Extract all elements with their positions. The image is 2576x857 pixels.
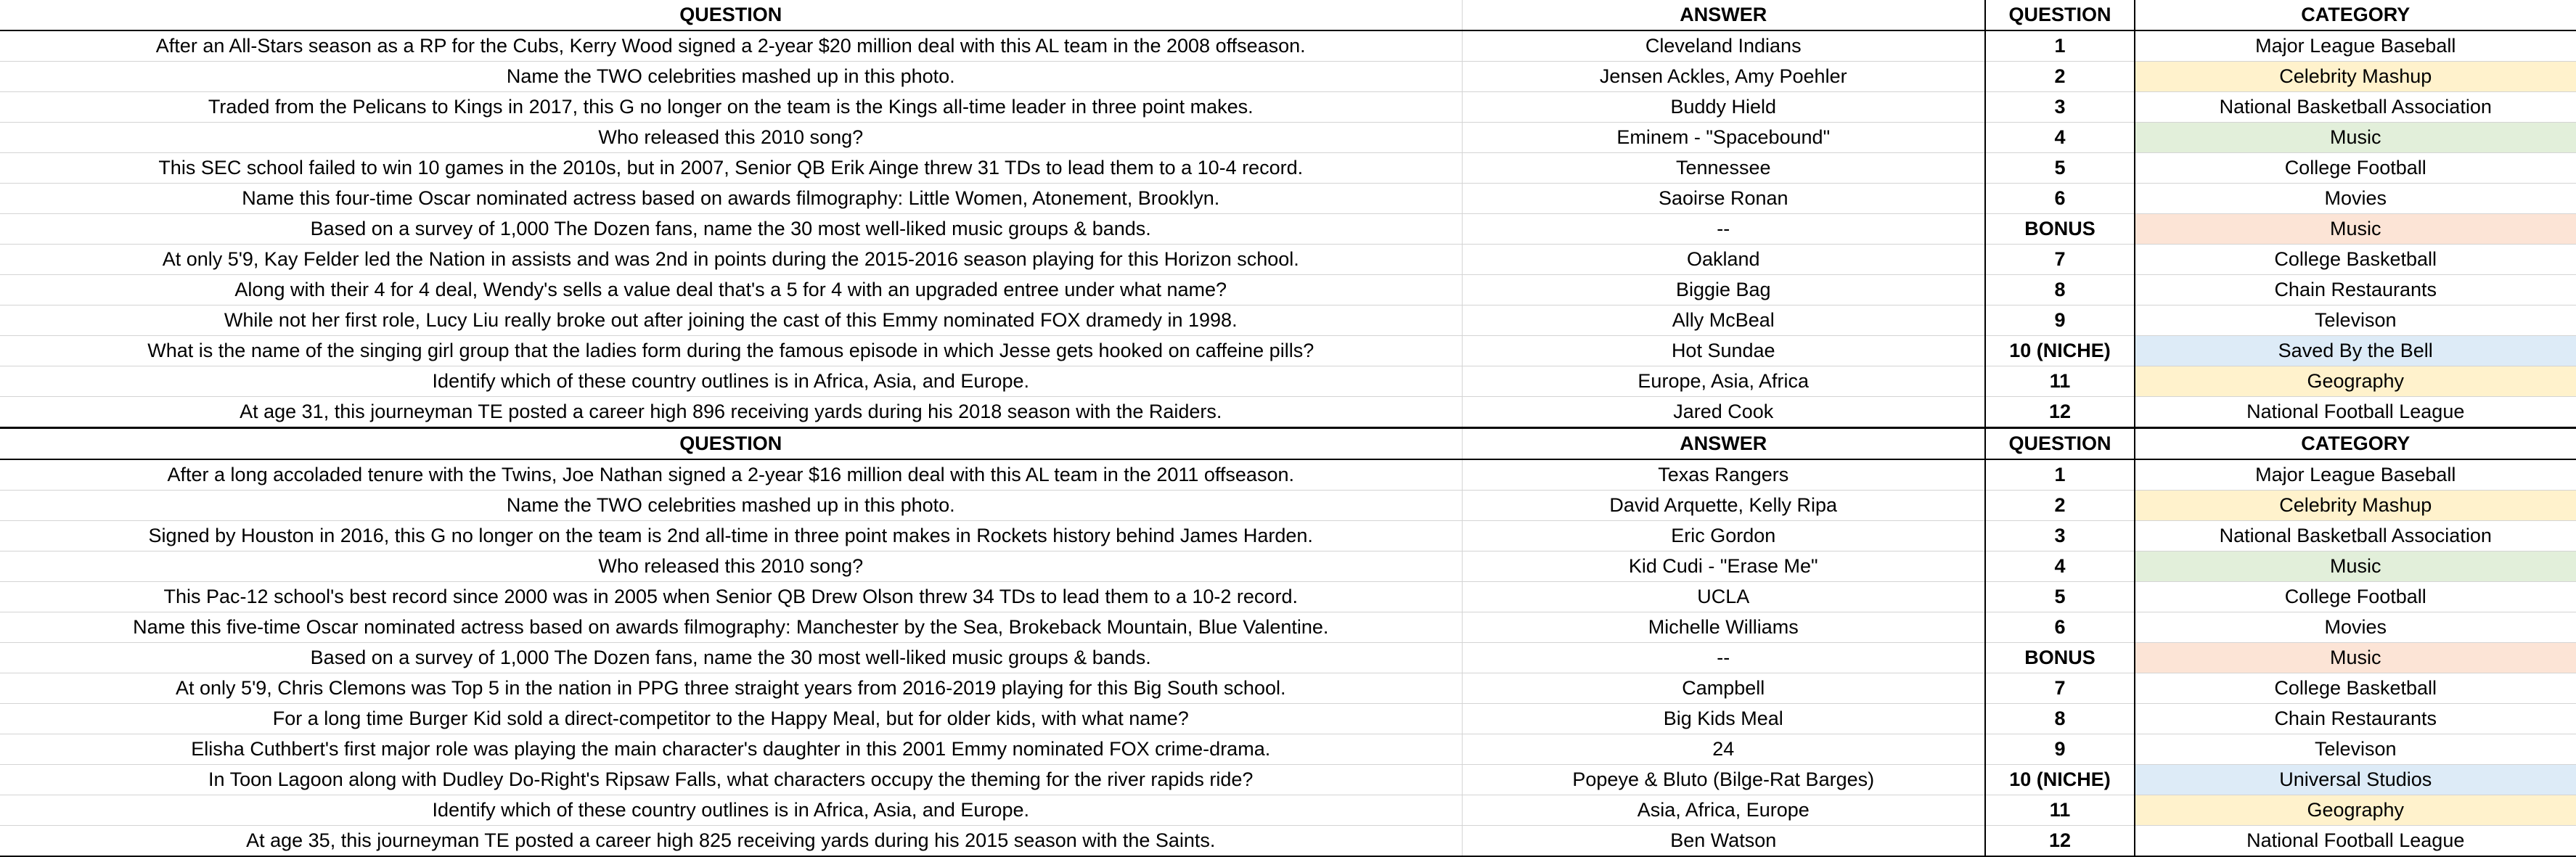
category-cell[interactable]: Chain Restaurants <box>2135 275 2576 306</box>
answer-cell[interactable]: Buddy Hield <box>1462 92 1985 123</box>
question-cell[interactable]: Name the TWO celebrities mashed up in this photo. <box>0 62 1462 92</box>
question-cell[interactable]: This Pac-12 school's best record since 2000 was in 2005 when Senior QB Drew Olson threw 34 TDs to lead them to a 10-2 record. <box>0 582 1462 612</box>
question-cell[interactable]: At only 5'9, Chris Clemons was Top 5 in the nation in PPG three straight years from 2016-2019 playing for this Big South school. <box>0 673 1462 704</box>
question-cell[interactable]: While not her first role, Lucy Liu really broke out after joining the cast of this Emmy nominated FOX dramedy in 1998. <box>0 306 1462 336</box>
question-cell[interactable]: Based on a survey of 1,000 The Dozen fans, name the 30 most well-liked music groups & bands. <box>0 214 1462 245</box>
table-row <box>0 366 2576 397</box>
category-cell[interactable]: Major League Baseball <box>2135 459 2576 491</box>
category-cell[interactable]: National Basketball Association <box>2135 92 2576 123</box>
question-cell[interactable]: At age 31, this journeyman TE posted a career high 896 receiving yards during his 2018 season with the Raiders. <box>0 397 1462 428</box>
table-row <box>0 704 2576 734</box>
answer-cell[interactable]: -- <box>1462 214 1985 245</box>
question-cell[interactable]: In Toon Lagoon along with Dudley Do-Right's Ripsaw Falls, what characters occupy the theming for the river rapids ride? <box>0 765 1462 795</box>
answer-cell[interactable]: Jared Cook <box>1462 397 1985 428</box>
answer-cell[interactable]: Michelle Williams <box>1462 612 1985 643</box>
category-cell[interactable]: College Basketball <box>2135 245 2576 275</box>
number-cell[interactable]: 11 <box>1985 795 2135 826</box>
table-row <box>0 123 2576 153</box>
category-cell[interactable]: Movies <box>2135 184 2576 214</box>
number-cell[interactable]: 8 <box>1985 704 2135 734</box>
number-cell[interactable]: 4 <box>1985 551 2135 582</box>
answer-cell[interactable]: Ben Watson <box>1462 826 1985 857</box>
category-cell[interactable]: Music <box>2135 551 2576 582</box>
table-row <box>0 62 2576 92</box>
number-cell[interactable]: 4 <box>1985 123 2135 153</box>
table-row <box>0 612 2576 643</box>
number-cell[interactable]: 3 <box>1985 521 2135 551</box>
number-cell[interactable]: 1 <box>1985 30 2135 62</box>
column-header-number[interactable]: QUESTION <box>1985 428 2135 460</box>
category-cell[interactable]: Televison <box>2135 734 2576 765</box>
question-cell[interactable]: Elisha Cuthbert's first major role was playing the main character's daughter in this 2001 Emmy nominated FOX crime-drama. <box>0 734 1462 765</box>
category-cell[interactable]: Chain Restaurants <box>2135 704 2576 734</box>
question-cell[interactable]: After an All-Stars season as a RP for the Cubs, Kerry Wood signed a 2-year $20 million deal with this AL team in the 2008 offseason. <box>0 30 1462 62</box>
category-cell[interactable]: Music <box>2135 214 2576 245</box>
category-cell[interactable]: College Football <box>2135 582 2576 612</box>
answer-cell[interactable]: Europe, Asia, Africa <box>1462 366 1985 397</box>
question-cell[interactable]: Signed by Houston in 2016, this G no longer on the team is 2nd all-time in three point makes in Rockets history behind James Harden. <box>0 521 1462 551</box>
question-cell[interactable]: Based on a survey of 1,000 The Dozen fans, name the 30 most well-liked music groups & bands. <box>0 643 1462 673</box>
table-row <box>0 275 2576 306</box>
question-cell[interactable]: At age 35, this journeyman TE posted a career high 825 receiving yards during his 2015 season with the Saints. <box>0 826 1462 857</box>
column-header-answer[interactable]: ANSWER <box>1462 428 1985 460</box>
number-cell[interactable]: 5 <box>1985 582 2135 612</box>
number-cell[interactable]: 7 <box>1985 673 2135 704</box>
answer-cell[interactable]: Hot Sundae <box>1462 336 1985 366</box>
column-header-question[interactable]: QUESTION <box>0 0 1462 30</box>
question-cell[interactable]: At only 5'9, Kay Felder led the Nation in assists and was 2nd in points during the 2015-2016 season playing for this Horizon school. <box>0 245 1462 275</box>
answer-cell[interactable]: Popeye & Bluto (Bilge-Rat Barges) <box>1462 765 1985 795</box>
question-cell[interactable]: This SEC school failed to win 10 games in the 2010s, but in 2007, Senior QB Erik Ainge threw 31 TDs to lead them to a 10-4 record. <box>0 153 1462 184</box>
question-cell[interactable]: What is the name of the singing girl group that the ladies form during the famous episode in which Jesse gets hooked on caffeine pills? <box>0 336 1462 366</box>
answer-cell[interactable]: Campbell <box>1462 673 1985 704</box>
number-cell[interactable]: 3 <box>1985 92 2135 123</box>
category-cell[interactable]: Universal Studios <box>2135 765 2576 795</box>
answer-cell[interactable]: David Arquette, Kelly Ripa <box>1462 491 1985 521</box>
category-cell[interactable]: Music <box>2135 643 2576 673</box>
header-row <box>0 428 2576 460</box>
number-cell[interactable]: 10 (NICHE) <box>1985 765 2135 795</box>
question-cell[interactable]: Identify which of these country outlines is in Africa, Asia, and Europe. <box>0 366 1462 397</box>
number-cell[interactable]: 6 <box>1985 184 2135 214</box>
question-cell[interactable]: Along with their 4 for 4 deal, Wendy's sells a value deal that's a 5 for 4 with an upgraded entree under what name? <box>0 275 1462 306</box>
table-row <box>0 153 2576 184</box>
table-row <box>0 92 2576 123</box>
category-cell[interactable]: Music <box>2135 123 2576 153</box>
number-cell[interactable]: 11 <box>1985 366 2135 397</box>
category-cell[interactable]: National Football League <box>2135 826 2576 857</box>
number-cell[interactable]: 12 <box>1985 397 2135 428</box>
answer-cell[interactable]: Biggie Bag <box>1462 275 1985 306</box>
table-row <box>0 245 2576 275</box>
number-cell[interactable]: 8 <box>1985 275 2135 306</box>
answer-cell[interactable]: UCLA <box>1462 582 1985 612</box>
column-header-answer[interactable]: ANSWER <box>1462 0 1985 30</box>
table-row <box>0 551 2576 582</box>
table-row <box>0 30 2576 62</box>
answer-cell[interactable]: 24 <box>1462 734 1985 765</box>
answer-cell[interactable]: Cleveland Indians <box>1462 30 1985 62</box>
number-cell[interactable]: 10 (NICHE) <box>1985 336 2135 366</box>
category-cell[interactable]: College Football <box>2135 153 2576 184</box>
number-cell[interactable]: 6 <box>1985 612 2135 643</box>
number-cell[interactable]: 2 <box>1985 62 2135 92</box>
question-cell[interactable]: Name this four-time Oscar nominated actress based on awards filmography: Little Women, Atonement, Brooklyn. <box>0 184 1462 214</box>
table-row <box>0 306 2576 336</box>
category-cell[interactable]: Movies <box>2135 612 2576 643</box>
table-row <box>0 765 2576 795</box>
category-cell[interactable]: Geography <box>2135 795 2576 826</box>
number-cell[interactable]: 2 <box>1985 491 2135 521</box>
answer-cell[interactable]: Saoirse Ronan <box>1462 184 1985 214</box>
question-cell[interactable]: Identify which of these country outlines is in Africa, Asia, and Europe. <box>0 795 1462 826</box>
table-row <box>0 734 2576 765</box>
table-row <box>0 521 2576 551</box>
question-cell[interactable]: Name the TWO celebrities mashed up in this photo. <box>0 491 1462 521</box>
answer-cell[interactable]: Big Kids Meal <box>1462 704 1985 734</box>
question-cell[interactable]: Name this five-time Oscar nominated actress based on awards filmography: Manchester by the Sea, Brokeback Mountain, Blue Valentine. <box>0 612 1462 643</box>
question-cell[interactable]: For a long time Burger Kid sold a direct-competitor to the Happy Meal, but for older kids, with what name? <box>0 704 1462 734</box>
table-row <box>0 582 2576 612</box>
table-row <box>0 459 2576 491</box>
answer-cell[interactable]: Eminem - "Spacebound" <box>1462 123 1985 153</box>
category-cell[interactable]: Saved By the Bell <box>2135 336 2576 366</box>
column-header-question[interactable]: QUESTION <box>0 428 1462 460</box>
answer-cell[interactable]: Oakland <box>1462 245 1985 275</box>
category-cell[interactable]: National Basketball Association <box>2135 521 2576 551</box>
category-cell[interactable]: College Basketball <box>2135 673 2576 704</box>
table-row <box>0 795 2576 826</box>
table-row <box>0 336 2576 366</box>
question-cell[interactable]: After a long accoladed tenure with the Twins, Joe Nathan signed a 2-year $16 million deal with this AL team in the 2011 offseason. <box>0 459 1462 491</box>
table-row <box>0 673 2576 704</box>
answer-cell[interactable]: Eric Gordon <box>1462 521 1985 551</box>
answer-cell[interactable]: Texas Rangers <box>1462 459 1985 491</box>
category-cell[interactable]: Geography <box>2135 366 2576 397</box>
question-cell[interactable]: Who released this 2010 song? <box>0 551 1462 582</box>
column-header-category[interactable]: CATEGORY <box>2135 428 2576 460</box>
answer-cell[interactable]: Jensen Ackles, Amy Poehler <box>1462 62 1985 92</box>
table-row <box>0 826 2576 857</box>
number-cell[interactable]: 1 <box>1985 459 2135 491</box>
table-row <box>0 491 2576 521</box>
answer-cell[interactable]: -- <box>1462 643 1985 673</box>
question-cell[interactable]: Traded from the Pelicans to Kings in 2017, this G no longer on the team is the Kings all-time leader in three point makes. <box>0 92 1462 123</box>
answer-cell[interactable]: Asia, Africa, Europe <box>1462 795 1985 826</box>
header-row <box>0 0 2576 30</box>
table-row <box>0 397 2576 428</box>
number-cell[interactable]: BONUS <box>1985 214 2135 245</box>
category-cell[interactable]: Major League Baseball <box>2135 30 2576 62</box>
answer-cell[interactable]: Kid Cudi - "Erase Me" <box>1462 551 1985 582</box>
category-cell[interactable]: Televison <box>2135 306 2576 336</box>
column-header-number[interactable]: QUESTION <box>1985 0 2135 30</box>
number-cell[interactable]: 9 <box>1985 734 2135 765</box>
column-header-category[interactable]: CATEGORY <box>2135 0 2576 30</box>
number-cell[interactable]: 9 <box>1985 306 2135 336</box>
answer-cell[interactable]: Ally McBeal <box>1462 306 1985 336</box>
category-cell[interactable]: Celebrity Mashup <box>2135 62 2576 92</box>
number-cell[interactable]: 5 <box>1985 153 2135 184</box>
table-row <box>0 184 2576 214</box>
question-cell[interactable]: Who released this 2010 song? <box>0 123 1462 153</box>
number-cell[interactable]: BONUS <box>1985 643 2135 673</box>
number-cell[interactable]: 12 <box>1985 826 2135 857</box>
table-row <box>0 214 2576 245</box>
number-cell[interactable]: 7 <box>1985 245 2135 275</box>
category-cell[interactable]: National Football League <box>2135 397 2576 428</box>
category-cell[interactable]: Celebrity Mashup <box>2135 491 2576 521</box>
table-row <box>0 643 2576 673</box>
answer-cell[interactable]: Tennessee <box>1462 153 1985 184</box>
